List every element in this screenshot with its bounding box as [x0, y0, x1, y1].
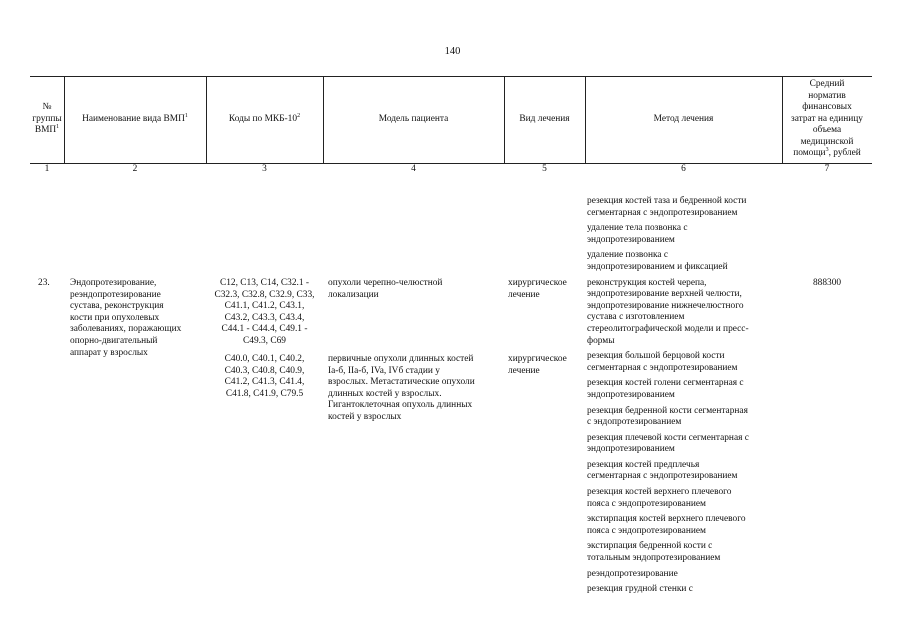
header-group-number: № группы ВМП$^1$	[32, 102, 62, 136]
treatment-method-line: с эндопротезированием	[587, 417, 682, 428]
treatment-method-line: удаление позвонка с	[587, 250, 669, 261]
treatment-method-line: сегментарная с эндопротезированием	[587, 207, 738, 218]
treatment-method-line: резекция костей верхнего плечевого	[587, 487, 732, 498]
header-icd-codes: Коды по МКБ-$10^2$	[228, 112, 301, 124]
treatment-method-item	[587, 460, 777, 483]
icd-codes-a: C12, C13, C14, C32.1 - C32.3, C32.8, C32.9, C33, C41.1, C41.2, C43.1, C43.2, C43.3, C43.4, C44.1 - C44.4, C49.1 - C49.3, C69	[214, 278, 315, 346]
treatment-method-line: резекция костей таза и бедренной кости	[587, 196, 747, 206]
treatment-method-item	[587, 278, 777, 348]
treatment-method-line: эндопротезирование нижнечелюстного	[587, 300, 744, 311]
header-vmp-name: Наименование вида ВМП$^1$	[82, 112, 188, 124]
treatment-method-line: пояса с эндопротезированием	[587, 525, 706, 536]
treatment-method-item	[587, 541, 777, 564]
column-number: 1	[44, 164, 50, 174]
icd-codes-b: C40.0, C40.1, C40.2, C40.3, C40.8, C40.9, C41.2, C41.3, C41.4, C41.8, C41.9, C79.5	[224, 354, 305, 399]
treatment-method-line: стереолитографической модели и пресс-	[587, 323, 749, 334]
treatment-method-line: эндопротезирование верхней челюсти,	[587, 289, 742, 300]
treatment-method-item	[587, 569, 777, 581]
treatment-method-line: сегментарная с эндопротезированием	[587, 362, 738, 373]
patient-model-b: первичные опухоли длинных костей Ia-б, IIa-б, IVa, IVб стадии у взрослых. Метастатические опухоли длинных костей у взрослых. Гигантоклеточная опухоль длинных костей у взрослых	[328, 354, 475, 422]
treatment-method-line: реэндопротезирование	[587, 568, 678, 579]
treatment-type-b: хирургическое лечение	[508, 354, 567, 376]
treatment-method-line: сегментарная с эндопротезированием	[587, 471, 738, 482]
treatment-method-line: резекция бедренной кости сегментарная	[587, 405, 748, 416]
treatment-method-line: резекция плечевой кости сегментарная с	[587, 432, 749, 443]
average-cost: 888300	[812, 278, 842, 288]
treatment-method-line: формы	[587, 335, 615, 346]
treatment-method-line: пояса с эндопротезированием	[587, 498, 706, 509]
treatment-method-item	[587, 514, 777, 537]
vmp-name: Эндопротезирование, реэндопротезирование сустава, реконструкция кости при опухолевых заболеваниях, поражающих опорно-двигательный аппарат у взрослых	[70, 278, 182, 358]
treatment-method-line: эндопротезированием	[587, 234, 675, 245]
treatment-method-line: экстирпация костей верхнего плечевого	[587, 514, 746, 525]
treatment-method-item	[587, 433, 777, 456]
treatment-method-line: резекция костей голени сегментарная с	[587, 378, 744, 389]
treatment-method-item	[587, 250, 777, 273]
treatment-method-line: удаление тела позвонка с	[587, 223, 688, 234]
treatment-type-a: хирургическое лечение	[508, 278, 567, 300]
treatment-method-line: резекция большой берцовой кости	[587, 351, 725, 362]
treatment-method-item	[587, 584, 777, 596]
treatment-method-line: эндопротезированием и фиксацией	[587, 261, 728, 272]
treatment-method-item	[587, 223, 777, 246]
column-number: 5	[542, 164, 547, 174]
treatment-method-item	[587, 487, 777, 510]
treatment-method-line: резекция грудной стенки с	[587, 584, 693, 595]
column-number: 6	[681, 164, 686, 174]
treatment-method-line: тотальным эндопротезированием	[587, 553, 721, 564]
treatment-methods	[587, 196, 777, 600]
treatment-method-item	[587, 378, 777, 401]
treatment-method-line: сустава с изготовлением	[587, 312, 685, 323]
column-number: 7	[824, 164, 830, 174]
treatment-method-line: резекция костей предплечья	[587, 459, 700, 470]
treatment-method-item	[587, 196, 777, 219]
treatment-method-line: реконструкция костей черепа,	[587, 277, 707, 288]
column-number: 3	[262, 164, 267, 174]
header-patient-model: Модель пациента	[378, 113, 449, 124]
treatment-method-line: эндопротезированием	[587, 444, 675, 455]
header-treatment-method: Метод лечения	[653, 113, 714, 124]
column-number: 2	[132, 164, 138, 174]
treatment-method-item	[587, 351, 777, 374]
treatment-method-item	[587, 406, 777, 429]
page-number: 140	[444, 46, 461, 57]
group-number: 23.	[38, 278, 50, 288]
header-average-cost: Средний норматив финансовых затрат на единицу объема медицинской помощи$^3$, рублей	[791, 78, 863, 159]
patient-model-a: опухоли черепно-челюстной локализации	[328, 278, 443, 300]
header-treatment-type: Вид лечения	[519, 113, 570, 124]
treatment-method-line: эндопротезированием	[587, 389, 675, 400]
column-number: 4	[411, 164, 416, 174]
treatment-method-line: экстирпация бедренной кости с	[587, 541, 713, 552]
